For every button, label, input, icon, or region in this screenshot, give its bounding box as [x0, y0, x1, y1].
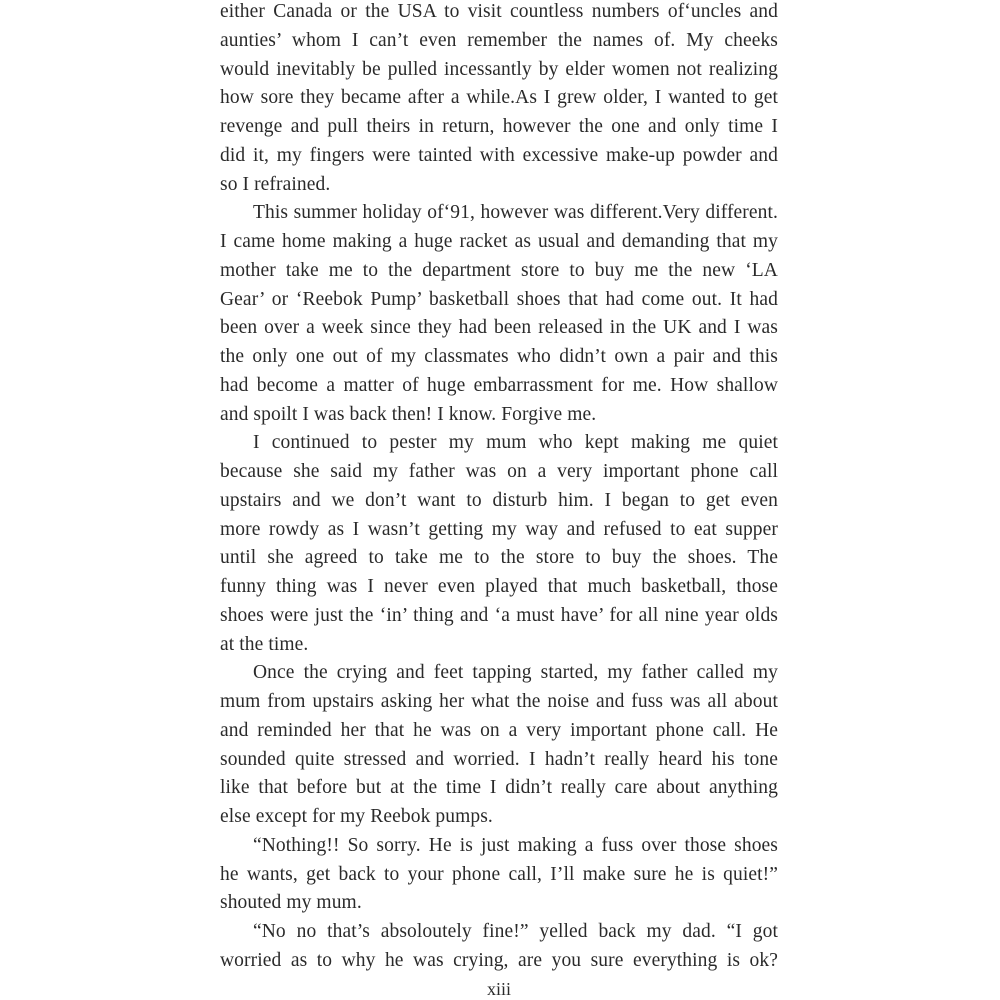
text-line: worried as to why he was crying, are you sure everything is ok? — [220, 949, 778, 971]
paragraph — [220, 429, 778, 659]
text-line: “Nothing!! So sorry. He is just making a fuss over those shoes — [253, 834, 778, 856]
text-line: mother take me to the department store to buy me the new ‘LA — [220, 259, 778, 281]
text-line: This summer holiday of‘91, however was different.Very different. — [253, 202, 778, 224]
paragraph — [220, 0, 778, 199]
text-block — [220, 0, 778, 976]
text-line: at the time. — [220, 633, 309, 655]
text-line: else except for my Reebok pumps. — [220, 806, 493, 827]
text-line: been over a week since they had been released in the UK and I was — [220, 317, 778, 339]
text-line: aunties’ whom I can’t even remember the names of. My cheeks — [220, 29, 778, 51]
text-line: either Canada or the USA to visit countless numbers of‘uncles and — [220, 1, 778, 22]
paragraph — [220, 832, 778, 918]
text-line: and spoilt I was back then! I know. Forgive me. — [220, 403, 597, 425]
text-line: more rowdy as I wasn’t getting my way and refused to eat supper — [220, 518, 778, 540]
text-line: revenge and pull theirs in return, however the one and only time I — [220, 116, 778, 137]
text-line: mum from upstairs asking her what the noise and fuss was all about — [220, 691, 778, 712]
text-line: so I refrained. — [220, 173, 331, 195]
text-line: upstairs and we don’t want to disturb him. I began to get even — [220, 489, 778, 511]
text-line: shoes were just the ‘in’ thing and ‘a must have’ for all nine year olds — [220, 604, 778, 626]
text-line: “No no that’s absoloutely fine!” yelled back my dad. “I got — [253, 921, 778, 942]
text-line: did it, my fingers were tainted with excessive make-up powder and — [220, 144, 778, 166]
text-line: had become a matter of huge embarrassment for me. How shallow — [220, 374, 778, 396]
text-line: I continued to pester my mum who kept making me quiet — [253, 432, 778, 454]
text-line: the only one out of my classmates who didn’t own a pair and this — [220, 346, 778, 367]
text-line: sounded quite stressed and worried. I hadn’t really heard his tone — [220, 748, 778, 770]
text-line: would inevitably be pulled incessantly by elder women not realizing — [220, 58, 778, 80]
paragraph — [220, 918, 778, 976]
text-line: how sore they became after a while.As I grew older, I wanted to get — [220, 87, 778, 109]
text-line: and reminded her that he was on a very important phone call. He — [220, 719, 778, 741]
paragraph — [220, 659, 778, 832]
text-line: Once the crying and feet tapping started, my father called my — [253, 662, 778, 684]
text-line: because she said my father was on a very important phone call — [220, 461, 778, 482]
text-line: funny thing was I never even played that much basketball, those — [220, 576, 778, 597]
text-line: like that before but at the time I didn’t really care about anything — [220, 777, 778, 799]
text-line: shouted my mum. — [220, 892, 362, 914]
paragraph — [220, 199, 778, 429]
text-line: Gear’ or ‘Reebok Pump’ basketball shoes that had come out. It had — [220, 288, 778, 310]
text-line: I came home making a huge racket as usual and demanding that my — [220, 231, 778, 252]
page-number: xiii — [486, 979, 511, 999]
text-line: until she agreed to take me to the store to buy the shoes. The — [220, 547, 778, 569]
text-line: he wants, get back to your phone call, I’ll make sure he is quiet!” — [220, 863, 778, 885]
